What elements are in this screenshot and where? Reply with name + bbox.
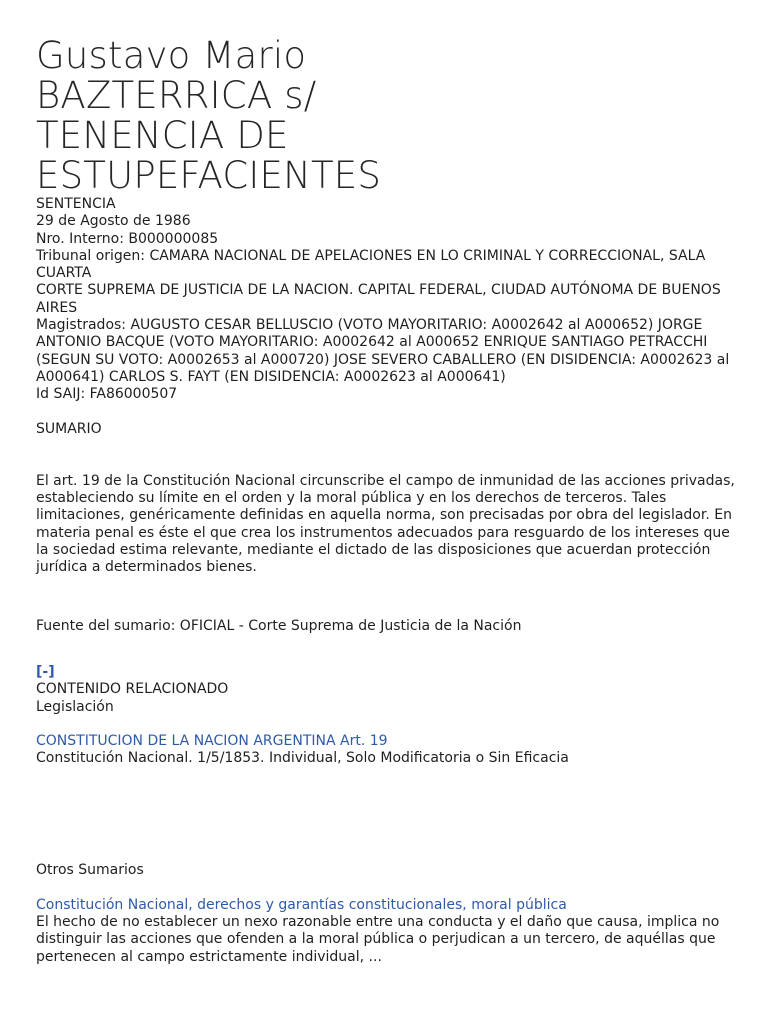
other-summary-link[interactable]: Constitución Nacional, derechos y garantías constitucionales, moral pública — [36, 896, 567, 913]
other-summaries — [36, 862, 736, 965]
title-line: TENENCIA DE — [36, 114, 289, 157]
title-line: ESTUPEFACIENTES — [36, 154, 382, 197]
decision-date: 29 de Agosto de 1986 — [36, 213, 191, 230]
summary-source: Fuente del sumario: OFICIAL - Corte Suprema de Justicia de la Nación — [36, 617, 522, 634]
origin-court: Tribunal origen: CAMARA NACIONAL DE APELACIONES EN LO CRIMINAL Y CORRECCIONAL, SALA CUARTA — [36, 247, 706, 282]
summary-text: El art. 19 de la Constitución Nacional circunscribe el campo de inmunidad de las acciones privadas, estableciendo su límite en el orden y la moral pública y en los derechos de terceros. Tales limitaciones, genéricamente definidas en aquella norma, son precisadas por obra del legislador. En materia penal es éste el que crea los instrumentos adecuados para resguardo de los intereses que la sociedad estima relevante, mediante el dictado de las disposiciones que acuerdan protección jurídica a determinados bienes. — [36, 472, 735, 576]
case-metadata — [36, 196, 736, 404]
saij-id: Id SAIJ: FA86000507 — [36, 386, 178, 403]
page-title — [36, 0, 736, 196]
related-heading: CONTENIDO RELACIONADO — [36, 681, 229, 698]
court: CORTE SUPREMA DE JUSTICIA DE LA NACION. CAPITAL FEDERAL, CIUDAD AUTÓNOMA DE BUENOS AIRES — [36, 282, 721, 316]
related-section — [36, 664, 736, 767]
document-type: SENTENCIA — [36, 196, 116, 212]
summary-heading: SUMARIO — [36, 420, 102, 437]
internal-number: Nro. Interno: B000000085 — [36, 230, 219, 247]
collapse-toggle[interactable]: [-] — [36, 663, 55, 680]
document-page — [36, 0, 736, 966]
legislation-link[interactable]: CONSTITUCION DE LA NACION ARGENTINA Art. 19 — [36, 732, 388, 749]
other-summaries-heading: Otros Sumarios — [36, 862, 144, 879]
title-line: BAZTERRICA s/ — [36, 74, 317, 117]
related-subheading: Legislación — [36, 698, 114, 715]
magistrates: Magistrados: AUGUSTO CESAR BELLUSCIO (VOTO MAYORITARIO: A0002642 al A000652) JORGE ANTONIO BACQUE (VOTO MAYORITARIO: A0002642 al A000652 ENRIQUE SANTIAGO PETRACCHI (SEGUN SU VOTO: A0002653 al A000720) JOSE SEVERO CABALLERO (EN DISIDENCIA: A0002623 al A000641) CARLOS S. FAYT (EN DISIDENCIA: A0002623 al A000641) — [36, 317, 730, 385]
title-line: Gustavo Mario — [36, 34, 307, 77]
other-summary-excerpt: El hecho de no establecer un nexo razonable entre una conducta y el daño que causa, implica no distinguir las acciones que ofenden a la moral pública o perjudican a un tercero, de aquéllas que pertenecen al campo estrictamente individual, ... — [36, 914, 720, 965]
legislation-description: Constitución Nacional. 1/5/1853. Individual, Solo Modificatoria o Sin Eficacia — [36, 750, 569, 767]
